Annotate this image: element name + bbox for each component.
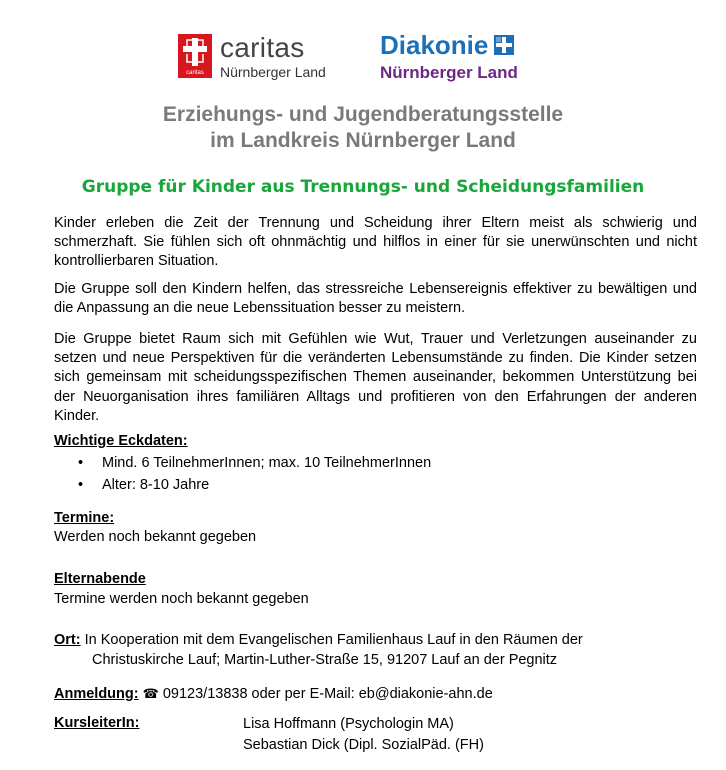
elternabende-heading: Elternabende bbox=[54, 571, 146, 587]
page-subtitle: Gruppe für Kinder aus Trennungs- und Scheidungsfamilien bbox=[81, 177, 645, 197]
list-item: • Mind. 6 TeilnehmerInnen; max. 10 TeilnehmerInnen bbox=[78, 452, 431, 474]
diakonie-logo bbox=[380, 30, 518, 84]
caritas-logo bbox=[178, 34, 326, 81]
ort-text-2: Christuskirche Lauf; Martin-Luther-Straße 15, 91207 Lauf an der Pegnitz bbox=[92, 652, 558, 668]
anmeldung-line bbox=[54, 684, 493, 704]
termine-text: Werden noch bekannt gegeben bbox=[54, 529, 257, 545]
ort-line-1 bbox=[54, 631, 583, 650]
list-item: • Alter: 8-10 Jahre bbox=[78, 474, 431, 496]
kursleiter-heading: KursleiterIn: bbox=[54, 715, 140, 731]
paragraph-3: Die Gruppe bietet Raum sich mit Gefühlen wie Wut, Trauer und Verletzungen auseinander zu setzen und neue Perspektiven für die veränderten Lebensumstände zu finden. Die Kinder setzen sich gemeinsam mit scheidungsspezifischen Themen auseinander, bekommen Unterstützung bei der Neuorganisation ihres familiären Alltags und profitieren von den Erfahrungen der anderen Kinder. bbox=[54, 331, 697, 424]
paragraph-2: Die Gruppe soll den Kindern helfen, das stressreiche Lebensereignis effektiver zu bewältigen und die Anpassung an die neue Lebenssituation besser zu meistern. bbox=[54, 281, 697, 317]
elternabende-text: Termine werden noch bekannt gegeben bbox=[54, 591, 309, 607]
anmeldung-text: 09123/13838 oder per E-Mail: eb@diakonie-ahn.de bbox=[158, 686, 493, 702]
caritas-name: caritas bbox=[220, 32, 305, 63]
diakonie-name: Diakonie bbox=[380, 30, 489, 60]
kursleiter-names bbox=[243, 714, 484, 756]
eckdaten-list bbox=[78, 452, 431, 496]
anmeldung-heading: Anmeldung: bbox=[54, 686, 139, 702]
termine-heading: Termine: bbox=[54, 510, 115, 526]
title-line-1: Erziehungs- und Jugendberatungsstelle bbox=[162, 103, 564, 126]
paragraph-1: Kinder erleben die Zeit der Trennung und Scheidung ihrer Eltern meist als schwierig und schmerzhaft. Sie fühlen sich oft ohnmächtig und hilflos in einer für sie unerwünschten und nicht kontrollierbaren Situation. bbox=[54, 215, 697, 270]
kursleiter-name: Sebastian Dick (Dipl. SozialPäd. (FH) bbox=[243, 737, 484, 753]
diakonie-sub: Nürnberger Land bbox=[380, 63, 518, 82]
caritas-sub: Nürnberger Land bbox=[220, 64, 326, 80]
title-line-2: im Landkreis Nürnberger Land bbox=[210, 129, 516, 152]
page-title bbox=[0, 102, 726, 154]
diakonie-cross-icon bbox=[494, 35, 514, 55]
eckdaten-heading: Wichtige Eckdaten: bbox=[54, 433, 188, 449]
phone-icon: ☎ bbox=[142, 686, 159, 701]
ort-heading: Ort: bbox=[54, 632, 81, 648]
caritas-mark-text: caritas bbox=[186, 70, 204, 76]
kursleiter-name: Lisa Hoffmann (Psychologin MA) bbox=[243, 716, 454, 732]
caritas-cross-icon bbox=[178, 34, 212, 78]
ort-text-1: In Kooperation mit dem Evangelischen Familienhaus Lauf in den Räumen der bbox=[80, 632, 583, 648]
logo-bar bbox=[0, 30, 726, 86]
